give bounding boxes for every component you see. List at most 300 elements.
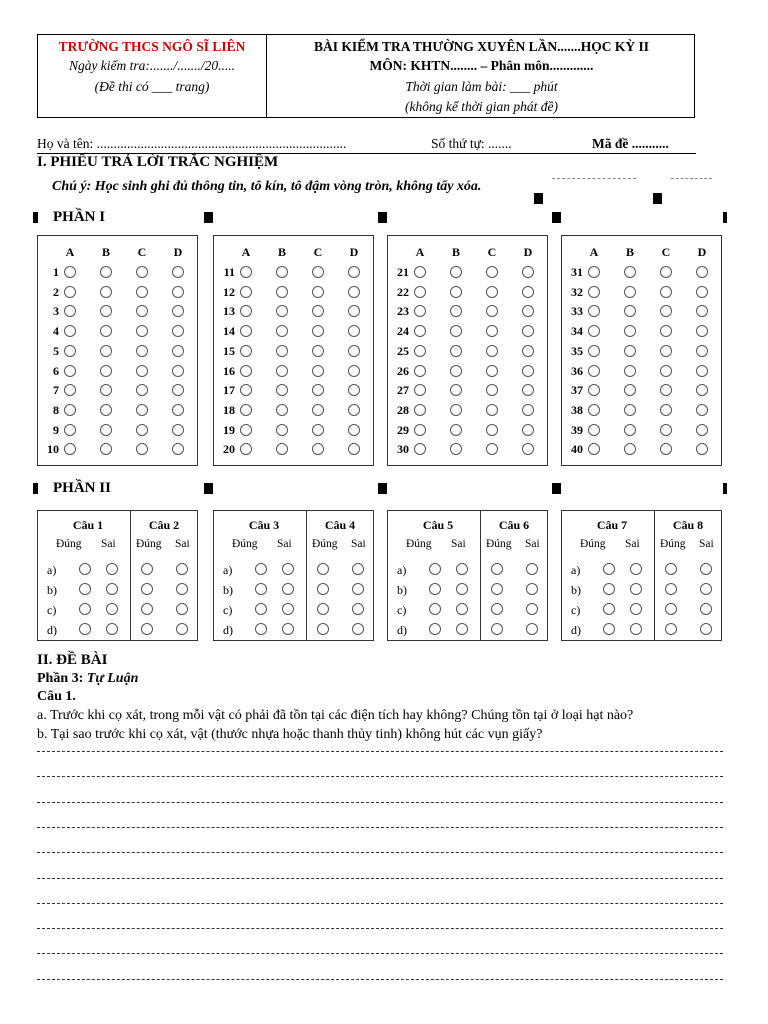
answer-bubble[interactable] [665,583,677,595]
answer-bubble[interactable] [317,583,329,595]
answer-bubble[interactable] [176,563,188,575]
answer-bubble[interactable] [172,424,184,436]
tf-item-row [562,581,721,601]
answer-bubble[interactable] [100,266,112,278]
answer-bubble[interactable] [456,583,468,595]
answer-bubble[interactable] [624,404,636,416]
answer-bubble[interactable] [100,424,112,436]
answer-bubble[interactable] [348,286,360,298]
question-number: 18 [223,402,235,417]
answer-bubble[interactable] [64,305,76,317]
answer-bubble[interactable] [486,286,498,298]
tf-item-row [214,621,373,641]
answer-line[interactable] [37,953,723,954]
answer-bubble[interactable] [276,325,288,337]
answer-bubble[interactable] [491,623,503,635]
answer-bubble[interactable] [172,286,184,298]
answer-bubble[interactable] [312,404,324,416]
option-header: B [277,245,286,259]
answer-bubble[interactable] [630,623,642,635]
answer-bubble[interactable] [624,286,636,298]
answer-bubble[interactable] [588,305,600,317]
timing-mark [378,212,387,223]
question-1b: b. Tại sao trước khi cọ xát, vật (thước nhựa hoặc thanh thủy tinh) không hút các vụn giấy? [37,727,543,742]
answer-bubble[interactable] [141,563,153,575]
answer-bubble[interactable] [79,603,91,615]
question-row [214,343,373,361]
answer-bubble[interactable] [240,443,252,455]
answer-bubble[interactable] [100,325,112,337]
answer-bubble[interactable] [660,365,672,377]
answer-bubble[interactable] [348,384,360,396]
answer-bubble[interactable] [136,345,148,357]
answer-bubble[interactable] [276,345,288,357]
answer-bubble[interactable] [317,563,329,575]
answer-bubble[interactable] [172,365,184,377]
answer-bubble[interactable] [240,305,252,317]
part-1-label: PHẦN I [53,209,106,225]
answer-bubble[interactable] [136,286,148,298]
answer-bubble[interactable] [100,404,112,416]
tf-item-row [388,561,547,581]
answer-bubble[interactable] [522,384,534,396]
answer-bubble[interactable] [450,305,462,317]
answer-bubble[interactable] [696,365,708,377]
answer-bubble[interactable] [312,384,324,396]
answer-bubble[interactable] [696,266,708,278]
tf-item-row [562,561,721,581]
order-number-field: Số thứ tự: ....... [431,136,512,151]
answer-bubble[interactable] [624,365,636,377]
answer-bubble[interactable] [603,603,615,615]
question-row [562,323,721,341]
instruction-note: Chú ý: Học sinh ghi đủ thông tin, tô kín, tô đậm vòng tròn, không tẩy xóa. [52,179,482,194]
answer-bubble[interactable] [450,345,462,357]
question-number: 7 [53,383,59,398]
answer-bubble[interactable] [348,424,360,436]
answer-line[interactable] [37,903,723,904]
question-number: 28 [397,402,409,417]
answer-bubble[interactable] [240,404,252,416]
answer-bubble[interactable] [696,345,708,357]
answer-bubble[interactable] [276,286,288,298]
answer-bubble[interactable] [660,266,672,278]
answer-bubble[interactable] [64,404,76,416]
answer-bubble[interactable] [450,424,462,436]
answer-bubble[interactable] [240,424,252,436]
answer-bubble[interactable] [276,305,288,317]
answer-bubble[interactable] [312,266,324,278]
question-number: 27 [397,383,409,398]
answer-bubble[interactable] [486,345,498,357]
question-number: 9 [53,422,59,437]
answer-bubble[interactable] [624,384,636,396]
answer-bubble[interactable] [486,424,498,436]
answer-bubble[interactable] [486,404,498,416]
answer-bubble[interactable] [100,305,112,317]
item-label: d) [571,623,581,637]
answer-bubble[interactable] [522,404,534,416]
answer-bubble[interactable] [522,443,534,455]
answer-bubble[interactable] [106,563,118,575]
answer-line[interactable] [37,776,723,777]
answer-bubble[interactable] [522,345,534,357]
answer-bubble[interactable] [312,286,324,298]
answer-bubble[interactable] [172,266,184,278]
answer-bubble[interactable] [665,623,677,635]
answer-bubble[interactable] [700,623,712,635]
answer-bubble[interactable] [312,345,324,357]
answer-bubble[interactable] [624,305,636,317]
question-number: 40 [571,442,583,457]
answer-bubble[interactable] [450,266,462,278]
answer-bubble[interactable] [414,424,426,436]
question-row [388,402,547,420]
answer-bubble[interactable] [624,424,636,436]
answer-bubble[interactable] [630,563,642,575]
question-row [38,323,197,341]
answer-bubble[interactable] [429,563,441,575]
answer-bubble[interactable] [79,583,91,595]
answer-bubble[interactable] [172,325,184,337]
answer-bubble[interactable] [348,266,360,278]
answer-bubble[interactable] [660,305,672,317]
answer-bubble[interactable] [665,603,677,615]
answer-bubble[interactable] [486,325,498,337]
question-number: 8 [53,402,59,417]
answer-bubble[interactable] [352,563,364,575]
answer-bubble[interactable] [696,443,708,455]
true-label: Đúng [232,538,258,550]
answer-bubble[interactable] [240,365,252,377]
answer-bubble[interactable] [450,365,462,377]
answer-bubble[interactable] [64,345,76,357]
answer-bubble[interactable] [255,603,267,615]
answer-bubble[interactable] [696,286,708,298]
answer-bubble[interactable] [522,424,534,436]
question-number: 23 [397,304,409,319]
answer-bubble[interactable] [312,305,324,317]
answer-bubble[interactable] [450,384,462,396]
answer-bubble[interactable] [352,623,364,635]
timing-mark [534,193,543,204]
answer-bubble[interactable] [348,365,360,377]
tf-item-row [388,621,547,641]
question-number: 31 [571,265,583,279]
answer-bubble[interactable] [136,424,148,436]
answer-bubble[interactable] [486,266,498,278]
answer-bubble[interactable] [240,286,252,298]
answer-bubble[interactable] [526,583,538,595]
answer-bubble[interactable] [624,325,636,337]
answer-bubble[interactable] [172,404,184,416]
answer-bubble[interactable] [100,286,112,298]
question-row [388,382,547,400]
answer-bubble[interactable] [172,384,184,396]
answer-bubble[interactable] [700,603,712,615]
answer-bubble[interactable] [588,384,600,396]
answer-bubble[interactable] [100,384,112,396]
answer-bubble[interactable] [603,623,615,635]
answer-bubble[interactable] [414,365,426,377]
answer-bubble[interactable] [255,623,267,635]
answer-bubble[interactable] [486,384,498,396]
question-label: Câu 3 [248,518,280,532]
answer-bubble[interactable] [486,365,498,377]
exam-code-field: Mã đề ........... [592,136,669,151]
answer-bubble[interactable] [312,424,324,436]
answer-bubble[interactable] [240,345,252,357]
answer-bubble[interactable] [491,563,503,575]
answer-bubble[interactable] [106,603,118,615]
answer-bubble[interactable] [348,305,360,317]
answer-bubble[interactable] [588,443,600,455]
answer-bubble[interactable] [450,443,462,455]
answer-bubble[interactable] [491,603,503,615]
answer-bubble[interactable] [588,365,600,377]
answer-bubble[interactable] [696,404,708,416]
answer-bubble[interactable] [136,443,148,455]
answer-bubble[interactable] [282,623,294,635]
answer-bubble[interactable] [348,404,360,416]
answer-bubble[interactable] [429,623,441,635]
answer-bubble[interactable] [348,443,360,455]
answer-bubble[interactable] [136,384,148,396]
answer-bubble[interactable] [348,345,360,357]
false-label: Sai [451,538,466,550]
answer-bubble[interactable] [522,305,534,317]
answer-bubble[interactable] [450,286,462,298]
answer-bubble[interactable] [700,563,712,575]
answer-line[interactable] [37,827,723,828]
answer-bubble[interactable] [414,286,426,298]
answer-bubble[interactable] [696,325,708,337]
answer-bubble[interactable] [172,305,184,317]
answer-bubble[interactable] [603,563,615,575]
answer-bubble[interactable] [588,345,600,357]
code-box-line [671,178,712,179]
answer-bubble[interactable] [624,345,636,357]
answer-line[interactable] [37,979,723,980]
answer-bubble[interactable] [665,563,677,575]
answer-bubble[interactable] [100,365,112,377]
question-row [214,303,373,321]
answer-bubble[interactable] [630,583,642,595]
answer-bubble[interactable] [414,345,426,357]
answer-bubble[interactable] [176,603,188,615]
answer-bubble[interactable] [176,583,188,595]
answer-bubble[interactable] [176,623,188,635]
answer-bubble[interactable] [141,623,153,635]
answer-bubble[interactable] [240,384,252,396]
answer-bubble[interactable] [100,443,112,455]
answer-bubble[interactable] [696,384,708,396]
answer-bubble[interactable] [624,266,636,278]
answer-bubble[interactable] [317,603,329,615]
answer-bubble[interactable] [660,384,672,396]
answer-bubble[interactable] [276,384,288,396]
answer-bubble[interactable] [603,583,615,595]
answer-bubble[interactable] [240,266,252,278]
answer-bubble[interactable] [312,325,324,337]
question-number: 36 [571,363,583,378]
answer-bubble[interactable] [660,325,672,337]
answer-bubble[interactable] [486,443,498,455]
answer-bubble[interactable] [450,325,462,337]
question-row [38,441,197,459]
answer-line[interactable] [37,751,723,752]
answer-bubble[interactable] [456,623,468,635]
answer-bubble[interactable] [522,365,534,377]
answer-bubble[interactable] [414,325,426,337]
answer-bubble[interactable] [136,266,148,278]
answer-bubble[interactable] [136,305,148,317]
answer-bubble[interactable] [429,583,441,595]
answer-bubble[interactable] [136,365,148,377]
answer-bubble[interactable] [414,443,426,455]
answer-bubble[interactable] [64,365,76,377]
answer-line[interactable] [37,878,723,879]
answer-bubble[interactable] [312,365,324,377]
answer-bubble[interactable] [456,563,468,575]
answer-bubble[interactable] [100,345,112,357]
answer-bubble[interactable] [588,325,600,337]
answer-bubble[interactable] [276,443,288,455]
answer-bubble[interactable] [491,583,503,595]
question-row [214,441,373,459]
answer-bubble[interactable] [588,286,600,298]
answer-bubble[interactable] [456,603,468,615]
answer-bubble[interactable] [588,424,600,436]
answer-bubble[interactable] [141,583,153,595]
answer-bubble[interactable] [660,404,672,416]
answer-bubble[interactable] [282,583,294,595]
answer-bubble[interactable] [414,404,426,416]
answer-bubble[interactable] [588,266,600,278]
answer-line[interactable] [37,852,723,853]
part-3-type: Tự Luận [86,671,139,686]
answer-bubble[interactable] [64,443,76,455]
answer-bubble[interactable] [64,325,76,337]
answer-bubble[interactable] [348,325,360,337]
item-label: c) [571,603,581,617]
answer-bubble[interactable] [660,443,672,455]
answer-bubble[interactable] [352,583,364,595]
answer-bubble[interactable] [700,583,712,595]
item-label: b) [223,583,233,597]
option-header: C [661,245,671,259]
answer-bubble[interactable] [276,365,288,377]
answer-bubble[interactable] [79,623,91,635]
true-label: Đúng [660,538,686,550]
question-row [388,303,547,321]
answer-bubble[interactable] [276,266,288,278]
tf-answer-box [561,510,722,641]
answer-bubble[interactable] [630,603,642,615]
answer-bubble[interactable] [79,563,91,575]
tf-item-row [38,561,197,581]
answer-bubble[interactable] [255,583,267,595]
question-row [214,323,373,341]
answer-bubble[interactable] [106,623,118,635]
answer-bubble[interactable] [64,384,76,396]
answer-bubble[interactable] [624,443,636,455]
answer-bubble[interactable] [106,583,118,595]
item-label: c) [397,603,407,617]
answer-bubble[interactable] [312,443,324,455]
question-label: Câu 4 [324,518,356,532]
answer-bubble[interactable] [414,305,426,317]
answer-bubble[interactable] [696,424,708,436]
answer-bubble[interactable] [522,286,534,298]
answer-bubble[interactable] [352,603,364,615]
item-label: b) [571,583,581,597]
answer-bubble[interactable] [414,384,426,396]
answer-bubble[interactable] [64,266,76,278]
true-label: Đúng [580,538,606,550]
tf-item-row [562,621,721,641]
question-row [38,264,197,282]
answer-bubble[interactable] [255,563,267,575]
answer-bubble[interactable] [696,305,708,317]
answer-bubble[interactable] [450,404,462,416]
question-label: Câu 5 [422,518,454,532]
item-label: d) [47,623,57,637]
answer-bubble[interactable] [526,603,538,615]
answer-line[interactable] [37,928,723,929]
answer-bubble[interactable] [522,325,534,337]
answer-bubble[interactable] [136,325,148,337]
answer-bubble[interactable] [64,424,76,436]
answer-bubble[interactable] [64,286,76,298]
tf-answer-box [37,510,198,641]
answer-bubble[interactable] [522,266,534,278]
answer-bubble[interactable] [136,404,148,416]
answer-bubble[interactable] [282,563,294,575]
answer-bubble[interactable] [429,603,441,615]
question-1a: a. Trước khi cọ xát, trong mỗi vật có phải đã tồn tại các điện tích hay không? Chúng tồn tại ở loại hạt nào? [37,708,634,723]
test-date: Ngày kiểm tra:......./......./20..... [68,58,236,73]
timing-mark [653,193,662,204]
answer-bubble[interactable] [172,345,184,357]
answer-bubble[interactable] [588,404,600,416]
answer-bubble[interactable] [660,424,672,436]
question-number: 16 [223,363,235,378]
answer-bubble[interactable] [240,325,252,337]
option-header: A [65,245,75,259]
question-number: 30 [397,442,409,457]
answer-bubble[interactable] [276,404,288,416]
mc-answer-box [37,235,198,466]
item-label: c) [47,603,57,617]
answer-bubble[interactable] [172,443,184,455]
answer-bubble[interactable] [282,603,294,615]
item-label: d) [397,623,407,637]
timing-mark [378,483,387,494]
answer-bubble[interactable] [141,603,153,615]
answer-bubble[interactable] [486,305,498,317]
answer-bubble[interactable] [414,266,426,278]
answer-bubble[interactable] [660,286,672,298]
answer-bubble[interactable] [317,623,329,635]
false-label: Sai [351,538,366,550]
answer-bubble[interactable] [526,623,538,635]
answer-bubble[interactable] [660,345,672,357]
answer-bubble[interactable] [526,563,538,575]
answer-line[interactable] [37,802,723,803]
answer-bubble[interactable] [276,424,288,436]
false-label: Sai [175,538,190,550]
